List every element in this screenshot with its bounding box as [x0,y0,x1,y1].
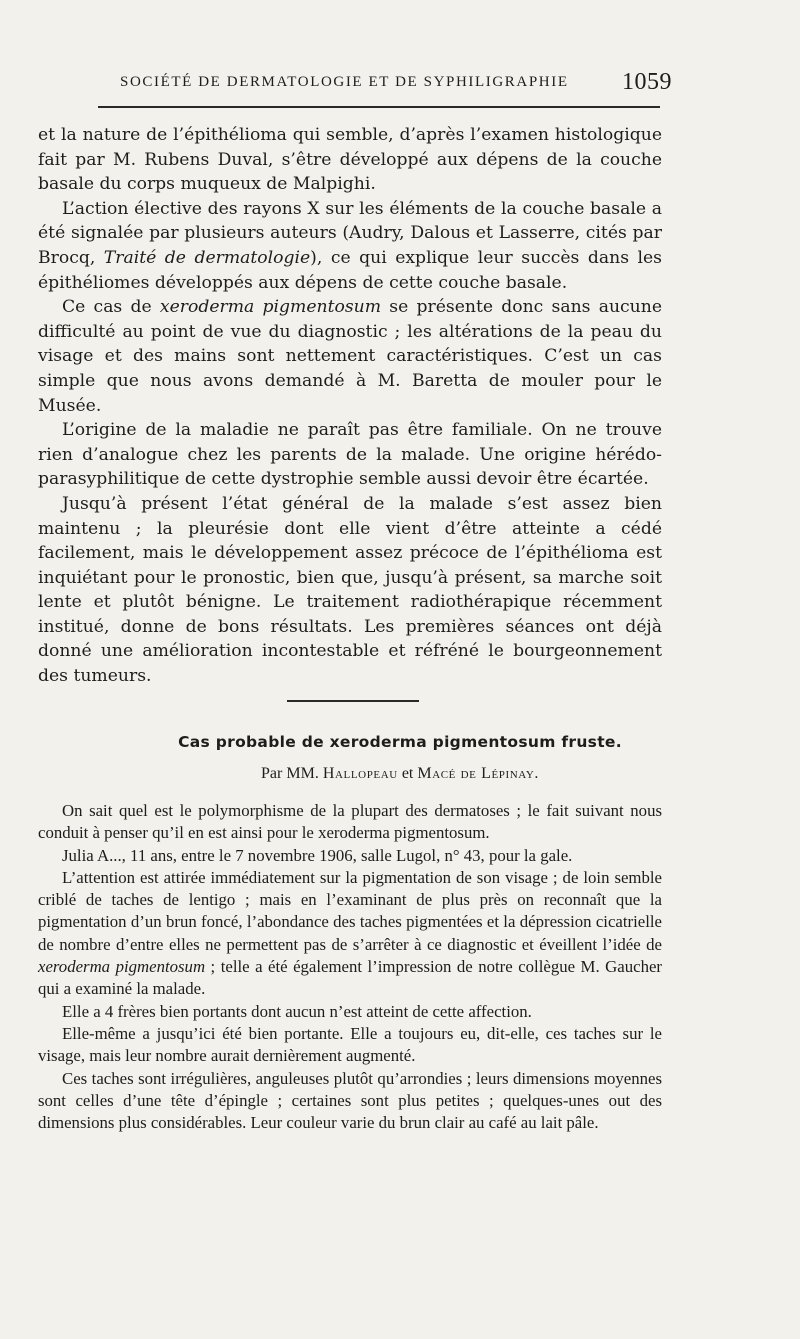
author-name: Hallopeau [322,765,398,782]
article-title: Cas probable de xeroderma pigmentosum fruste. [178,733,622,751]
header-rule [98,106,660,108]
paragraph: On sait quel est le polymorphisme de la plupart des dermatoses ; le fait suivant nous conduit à penser qu’il en est ainsi pour le xeroderma pigmentosum. [38,801,662,843]
paragraph: Julia A..., 11 ans, entre le 7 novembre 1906, salle Lugol, n° 43, pour la gale. [62,845,573,865]
paragraph: et la nature de l’épithélioma qui semble, d’après l’examen histologique fait par M. Rubens Duval, s’être développé aux dépens de la couche basale du corps muqueux de Malpighi. [38,125,662,195]
paragraph: Ces taches sont irrégulières, anguleuses plutôt qu’arrondies ; leurs dimensions moyennes sont celles d’une tête d’épingle ; certaines sont plus petites ; quelques-unes out des dimensions plus considérables. Leur couleur varie du brun clair au café au lait pâle. [38,1068,662,1133]
paragraph: L’attention est attirée immédiatement sur la pigmentation de son visage ; de loin semble criblé de taches de lentigo ; mais en l’examinant de plus près on reconnaît que la pigmentation d’un brun foncé, l’abondance des taches pigmentées et la dépression cicatrielle de nombre d’entre elles ne permettent pas de s’arrêter à ce diagnostic et éveillent l’idée de xeroderma pigmentosum ; telle a été également l’impression de notre collègue M. Gaucher qui a examiné la malade. [38,867,662,999]
running-header [98,69,672,98]
article-authors: Par MM. Hallopeau et Macé de Lépinay. [261,765,539,782]
continuation-text [38,123,662,689]
paragraph: Ce cas de xeroderma pigmentosum se présente donc sans aucune difficulté au point de vue du diagnostic ; les altérations de la peau du visage et des mains sont nettement caractéristiques. C’est un cas simple que nous avons demandé à M. Baretta de mouler pour le Musée. [38,297,662,416]
article-body [38,800,662,1134]
paragraph: L’origine de la maladie ne paraît pas être familiale. On ne trouve rien d’analogue chez les parents de la malade. Une origine hérédo-parasyphilitique de cette dystrophie semble aussi devoir être écartée. [38,420,662,490]
section-divider [287,700,419,702]
header-title: SOCIÉTÉ DE DERMATOLOGIE ET DE SYPHILIGRAPHIE [120,74,569,90]
paragraph: Elle a 4 frères bien portants dont aucun n’est atteint de cette affection. [62,1001,532,1021]
page-number: 1059 [622,69,672,95]
paragraph: L’action élective des rayons X sur les éléments de la couche basale a été signalée par plusieurs auteurs (Audry, Dalous et Lasserre, cités par Brocq, Traité de dermatologie), ce qui explique leur succès dans les épithéliomes développés aux dépens de cette couche basale. [38,198,663,293]
paragraph: Jusqu’à présent l’état général de la malade s’est assez bien maintenu ; la pleurésie dont elle vient d’être atteinte a cédé facilement, mais le développement assez précoce de l’épithélioma est inquiétant pour le pronostic, bien que, jusqu’à présent, sa marche soit lente et plutôt bénigne. Le traitement radiothérapique récemment institué, donne de bons résultats. Les premières séances ont déjà donné une amélioration incontestable et réfréné le bourgeonnement des tumeurs. [38,493,662,687]
paragraph: Elle-même a jusqu’ici été bien portante. Elle a toujours eu, dit-elle, ces taches sur le visage, mais leur nombre aurait dernièrement augmenté. [38,1023,662,1066]
author-name: Macé de Lépinay. [417,765,539,782]
